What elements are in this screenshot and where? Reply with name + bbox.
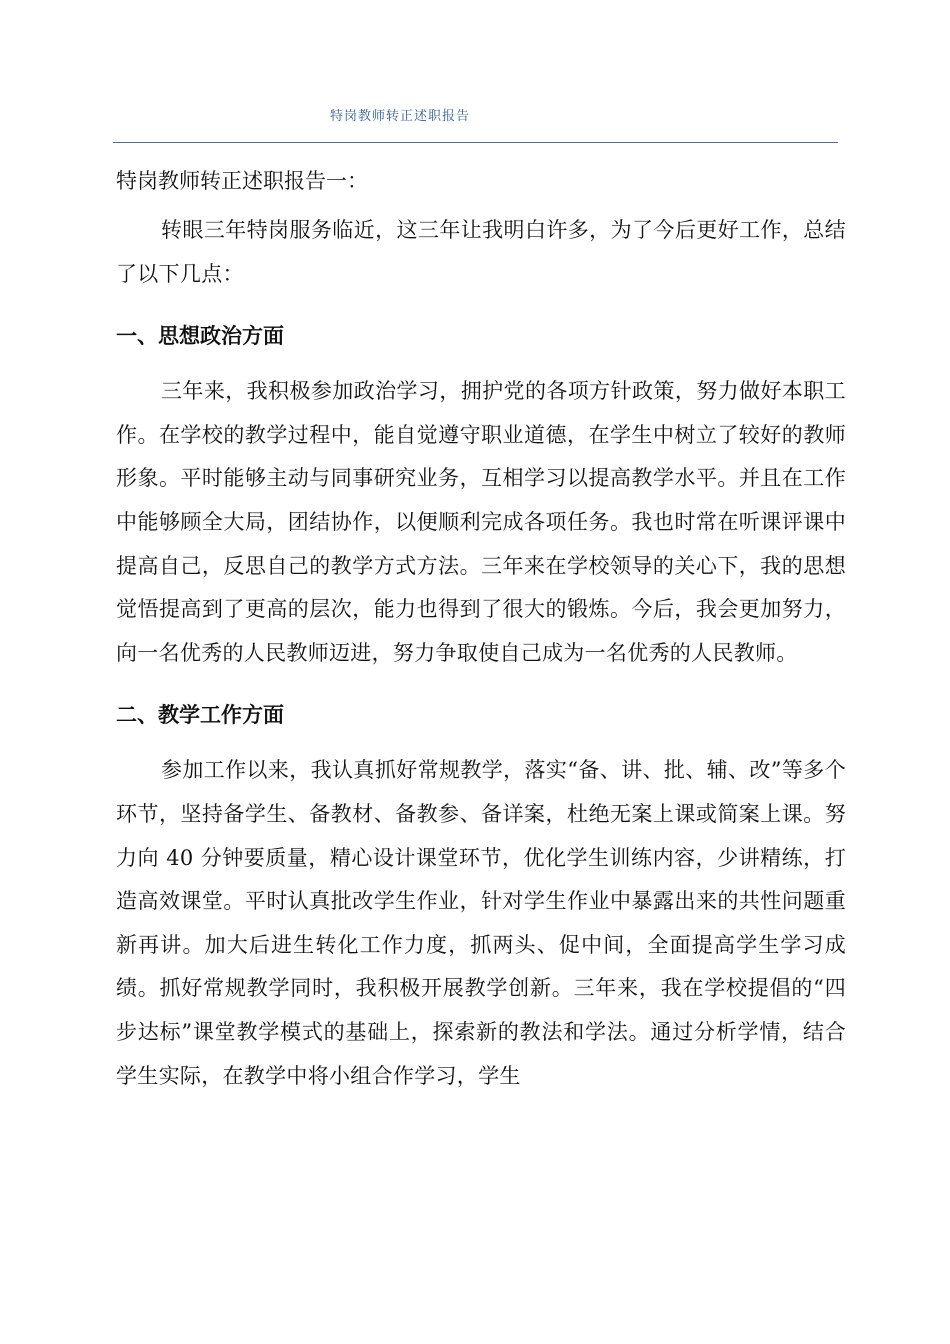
section-paragraph-ideology: 三年来，我积极参加政治学习，拥护党的各项方针政策，努力做好本职工作。在学校的教学过程中，能自觉遵守职业道德，在学生中树立了较好的教师形象。平时能够主动与同事研究业务，互相学习以提高教学水平。并且在工作中能够顾全大局，团结协作，以便顺利完成各项任务。我也时常在听课评课中提高自己，反思自己的教学方式方法。三年来在学校领导的关心下，我的思想觉悟提高到了更高的层次，能力也得到了很大的锻炼。今后，我会更加努力，向一名优秀的人民教师迈进，努力争取使自己成为一名优秀的人民教师。 [116, 379, 846, 665]
running-header: 特岗教师转正述职报告 [330, 109, 471, 124]
document-title: 特岗教师转正述职报告一： [116, 169, 368, 193]
header-divider [113, 142, 838, 143]
section-heading-ideology: 一、思想政治方面 [116, 324, 284, 349]
document-body [116, 165, 846, 1098]
intro-paragraph: 转眼三年特岗服务临近，这三年让我明白许多，为了今后更好工作，总结了以下几点： [116, 218, 846, 286]
section-paragraph-teaching: 参加工作以来，我认真抓好常规教学，落实“备、讲、批、辅、改”等多个环节，坚持备学生、备教材、备教参、备详案，杜绝无案上课或简案上课。努力向 40 分钟要质量，精心设计课堂环节，优化学生训练内容，少讲精练，打造高效课堂。平时认真批改学生作业，针对学生作业中暴露出来的共性问题重新再讲。加大后进生转化工作力度，抓两头、促中间，全面提高学生学习成绩。抓好常规教学同时，我积极开展教学创新。三年来，我在学校提倡的“四步达标”课堂教学模式的基础上，探索新的教法和学法。通过分析学情，结合学生实际，在教学中将小组合作学习，学生 [116, 758, 846, 1088]
section-heading-teaching: 二、教学工作方面 [116, 703, 284, 728]
